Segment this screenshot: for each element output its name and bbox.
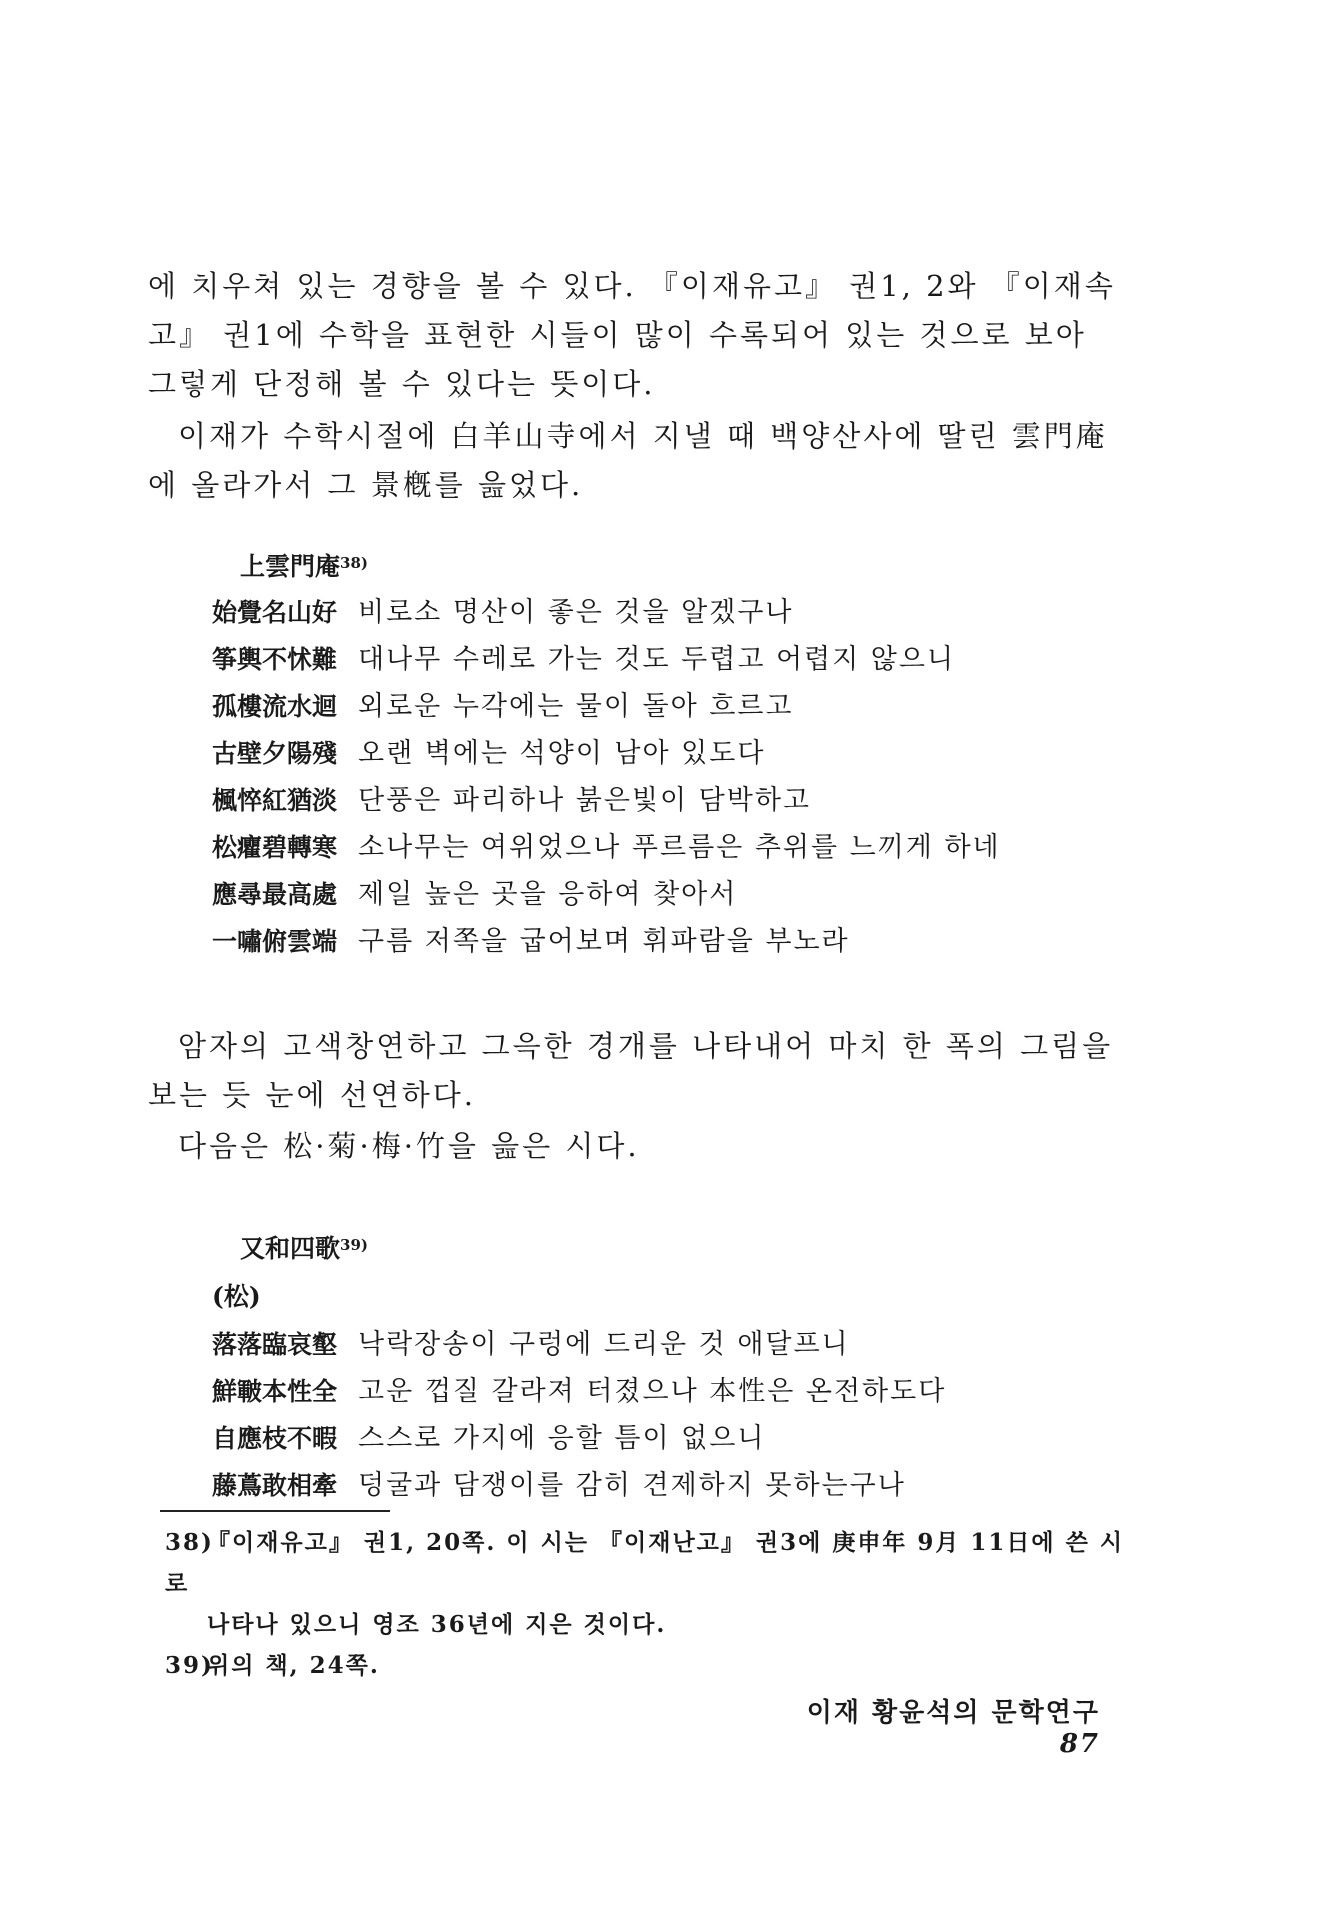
poem-line <box>212 872 1112 919</box>
poem-line-hanja: 古壁夕陽殘 <box>212 739 338 768</box>
footnote-number: 39) <box>165 1652 214 1679</box>
poem-line <box>212 825 1112 872</box>
poem-line <box>212 637 1112 684</box>
poem-line-korean: 제일 높은 곳을 응하여 찾아서 <box>358 879 738 910</box>
poem-line-hanja: 松癯碧轉寒 <box>212 833 338 862</box>
poem-title-text: 上雲門庵 <box>240 552 341 581</box>
poem-line-hanja: 孤樓流水迴 <box>212 692 338 721</box>
poem-上雲門庵 <box>212 550 1112 966</box>
poem-line-korean: 대나무 수레로 가는 것도 두렵고 어렵지 않으니 <box>358 644 956 675</box>
paragraph-text: 이재가 수학시절에 白羊山寺에서 지낼 때 백양산사에 딸린 雲門庵에 올라가서 그 景槪를 읊었다. <box>148 419 1108 502</box>
poem-line-korean: 외로운 누각에는 물이 돌아 흐르고 <box>358 691 794 722</box>
page-number: 87 <box>1059 1729 1100 1759</box>
footnote-39 <box>165 1645 1125 1686</box>
footnotes <box>165 1522 1125 1686</box>
poem-line-korean: 고운 껍질 갈라져 터졌으나 本性은 온전하도다 <box>358 1376 947 1407</box>
poem-line-korean: 스스로 가지에 응할 틈이 없으니 <box>358 1423 766 1454</box>
footnote-ref: 39) <box>340 1236 368 1254</box>
running-footer-title: 이재 황윤석의 문학연구 <box>806 1698 1100 1728</box>
footnote-ref: 38) <box>340 554 368 572</box>
paragraph-4 <box>148 1122 1118 1171</box>
poem-title-text: 又和四歌 <box>240 1234 341 1263</box>
poem-line-korean: 소나무는 여위었으나 푸르름은 추위를 느끼게 하네 <box>358 832 1001 863</box>
poem-line-korean: 낙락장송이 구렁에 드리운 것 애달프니 <box>358 1329 850 1360</box>
poem-line-hanja: 藤蔦敢相牽 <box>212 1471 338 1500</box>
poem-line <box>212 919 1112 966</box>
paragraph-2 <box>148 412 1118 510</box>
poem-line-hanja: 應尋最高處 <box>212 880 338 909</box>
poem-line <box>212 1416 1112 1463</box>
poem-line-hanja: 落落臨哀壑 <box>212 1330 338 1359</box>
poem-line-korean: 비로소 명산이 좋은 것을 알겠구나 <box>358 597 794 628</box>
poem-title <box>240 550 1112 584</box>
poem-line-hanja: 自應枝不暇 <box>212 1424 338 1453</box>
poem-line <box>212 778 1112 825</box>
poem-subtitle: (松) <box>212 1282 261 1311</box>
poem-line-korean: 오랜 벽에는 석양이 남아 있도다 <box>358 738 766 769</box>
paragraph-text: 에 치우쳐 있는 경향을 볼 수 있다. 『이재유고』 권1, 2와 『이재속고』 권1에 수학을 표현한 시들이 많이 수록되어 있는 것으로 보아 그렇게 단정해 볼 수 있다는 뜻이다. <box>148 269 1116 401</box>
footnote-divider <box>160 1510 390 1512</box>
footnote-text: 나타나 있으니 영조 36년에 지은 것이다. <box>207 1611 667 1638</box>
poem-line-hanja: 一嘯俯雲端 <box>212 927 338 956</box>
paragraph-text: 암자의 고색창연하고 그윽한 경개를 나타내어 마치 한 폭의 그림을 보는 듯 눈에 선연하다. <box>148 1029 1114 1112</box>
paragraph-3 <box>148 1022 1118 1120</box>
footnote-number: 38) <box>165 1529 214 1556</box>
footnote-text: 『이재유고』 권1, 20쪽. 이 시는 『이재난고』 권3에 庚申年 9月 11日에 쓴 시로 <box>165 1529 1125 1597</box>
poem-line-hanja: 筝輿不怵難 <box>212 645 338 674</box>
footnote-38-continued <box>165 1604 1125 1645</box>
poem-line-korean: 덩굴과 담쟁이를 감히 견제하지 못하는구나 <box>358 1470 906 1501</box>
poem-line <box>212 590 1112 637</box>
poem-line <box>212 731 1112 778</box>
poem-line-korean: 구름 저쪽을 굽어보며 휘파람을 부노라 <box>358 926 850 957</box>
footnote-text: 위의 책, 24쪽. <box>207 1652 380 1679</box>
poem-line <box>212 1369 1112 1416</box>
running-footer <box>760 1692 1100 1759</box>
footnote-38 <box>165 1522 1125 1604</box>
poem-title <box>240 1232 1112 1266</box>
poem-line <box>212 684 1112 731</box>
paragraph-1 <box>148 262 1118 409</box>
poem-line-korean: 단풍은 파리하나 붉은빛이 담박하고 <box>358 785 811 816</box>
poem-line <box>212 1463 1112 1510</box>
poem-又和四歌 <box>212 1232 1112 1510</box>
poem-line <box>212 1322 1112 1369</box>
poem-line-hanja: 鮮皸本性全 <box>212 1377 338 1406</box>
poem-line-hanja: 始覺名山好 <box>212 598 338 627</box>
paragraph-text: 다음은 松·菊·梅·竹을 읊은 시다. <box>178 1129 640 1163</box>
poem-line-hanja: 楓悴紅猶淡 <box>212 786 338 815</box>
